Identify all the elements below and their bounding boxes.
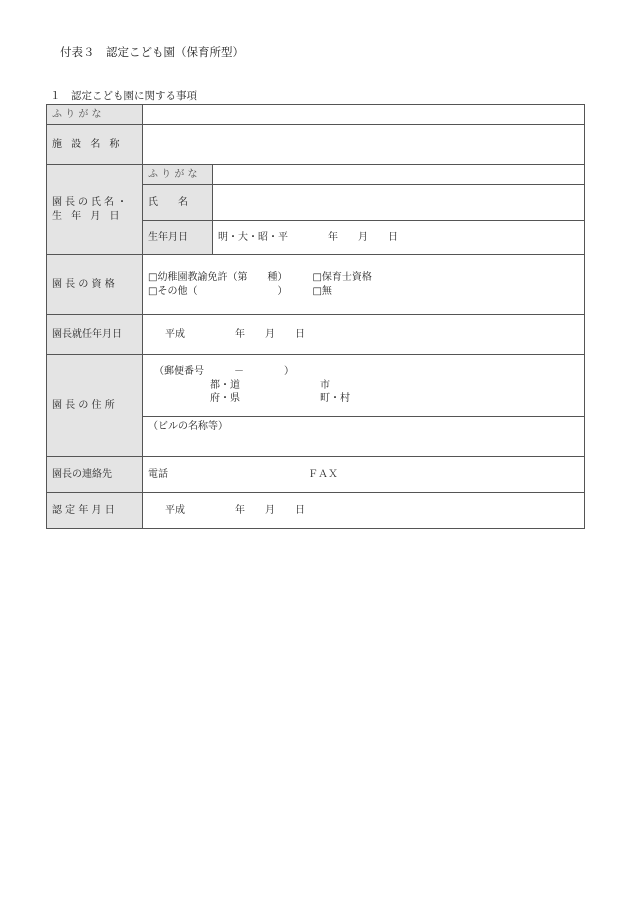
furigana-label: ふ り が な bbox=[47, 105, 143, 125]
facility-name-field[interactable] bbox=[143, 125, 585, 165]
qualification-field[interactable] bbox=[143, 255, 585, 315]
facility-name-label: 施 設 名 称 bbox=[47, 125, 143, 165]
director-dob-field[interactable]: 明・大・昭・平 年 月 日 bbox=[213, 221, 585, 255]
director-dob-sublabel: 生年月日 bbox=[143, 221, 213, 255]
qualification-line-2: □その他（ ） □無 bbox=[148, 285, 332, 297]
kindergarten-form-table bbox=[46, 104, 585, 529]
qualification-line-1: □幼稚園教諭免許（第 種） □保育士資格 bbox=[148, 272, 372, 283]
prefecture-line-1: 都・道 市 bbox=[210, 379, 330, 391]
prefecture-line-2: 府・県 町・村 bbox=[210, 393, 350, 405]
address-field[interactable] bbox=[143, 355, 585, 417]
director-furigana-label: ふ り が な bbox=[143, 165, 213, 185]
contact-label: 園長の連絡先 bbox=[47, 457, 143, 493]
director-name-sublabel: 氏 名 bbox=[143, 185, 213, 221]
director-name-field[interactable] bbox=[213, 185, 585, 221]
appointment-date-field[interactable]: 平成 年 月 日 bbox=[143, 315, 585, 355]
section-heading: １ 認定こども園に関する事項 bbox=[50, 90, 197, 102]
qualification-label: 園 長 の 資 格 bbox=[47, 255, 143, 315]
address-label: 園 長 の 住 所 bbox=[47, 355, 143, 457]
postal-code-line: （郵便番号 － ） bbox=[154, 366, 294, 378]
furigana-field[interactable] bbox=[143, 105, 585, 125]
building-name-label: （ビルの名称等） bbox=[148, 421, 228, 432]
appointment-date-label: 園長就任年月日 bbox=[47, 315, 143, 355]
director-name-label: 園長の氏名・ 生 年 月 日 bbox=[47, 165, 143, 255]
page-title: 付表３ 認定こども園（保育所型） bbox=[60, 45, 244, 59]
director-furigana-field[interactable] bbox=[213, 165, 585, 185]
contact-field[interactable]: 電話 ＦＡＸ bbox=[143, 457, 585, 493]
certification-date-label: 認 定 年 月 日 bbox=[47, 493, 143, 529]
building-name-field[interactable] bbox=[143, 417, 585, 457]
certification-date-field[interactable]: 平成 年 月 日 bbox=[143, 493, 585, 529]
